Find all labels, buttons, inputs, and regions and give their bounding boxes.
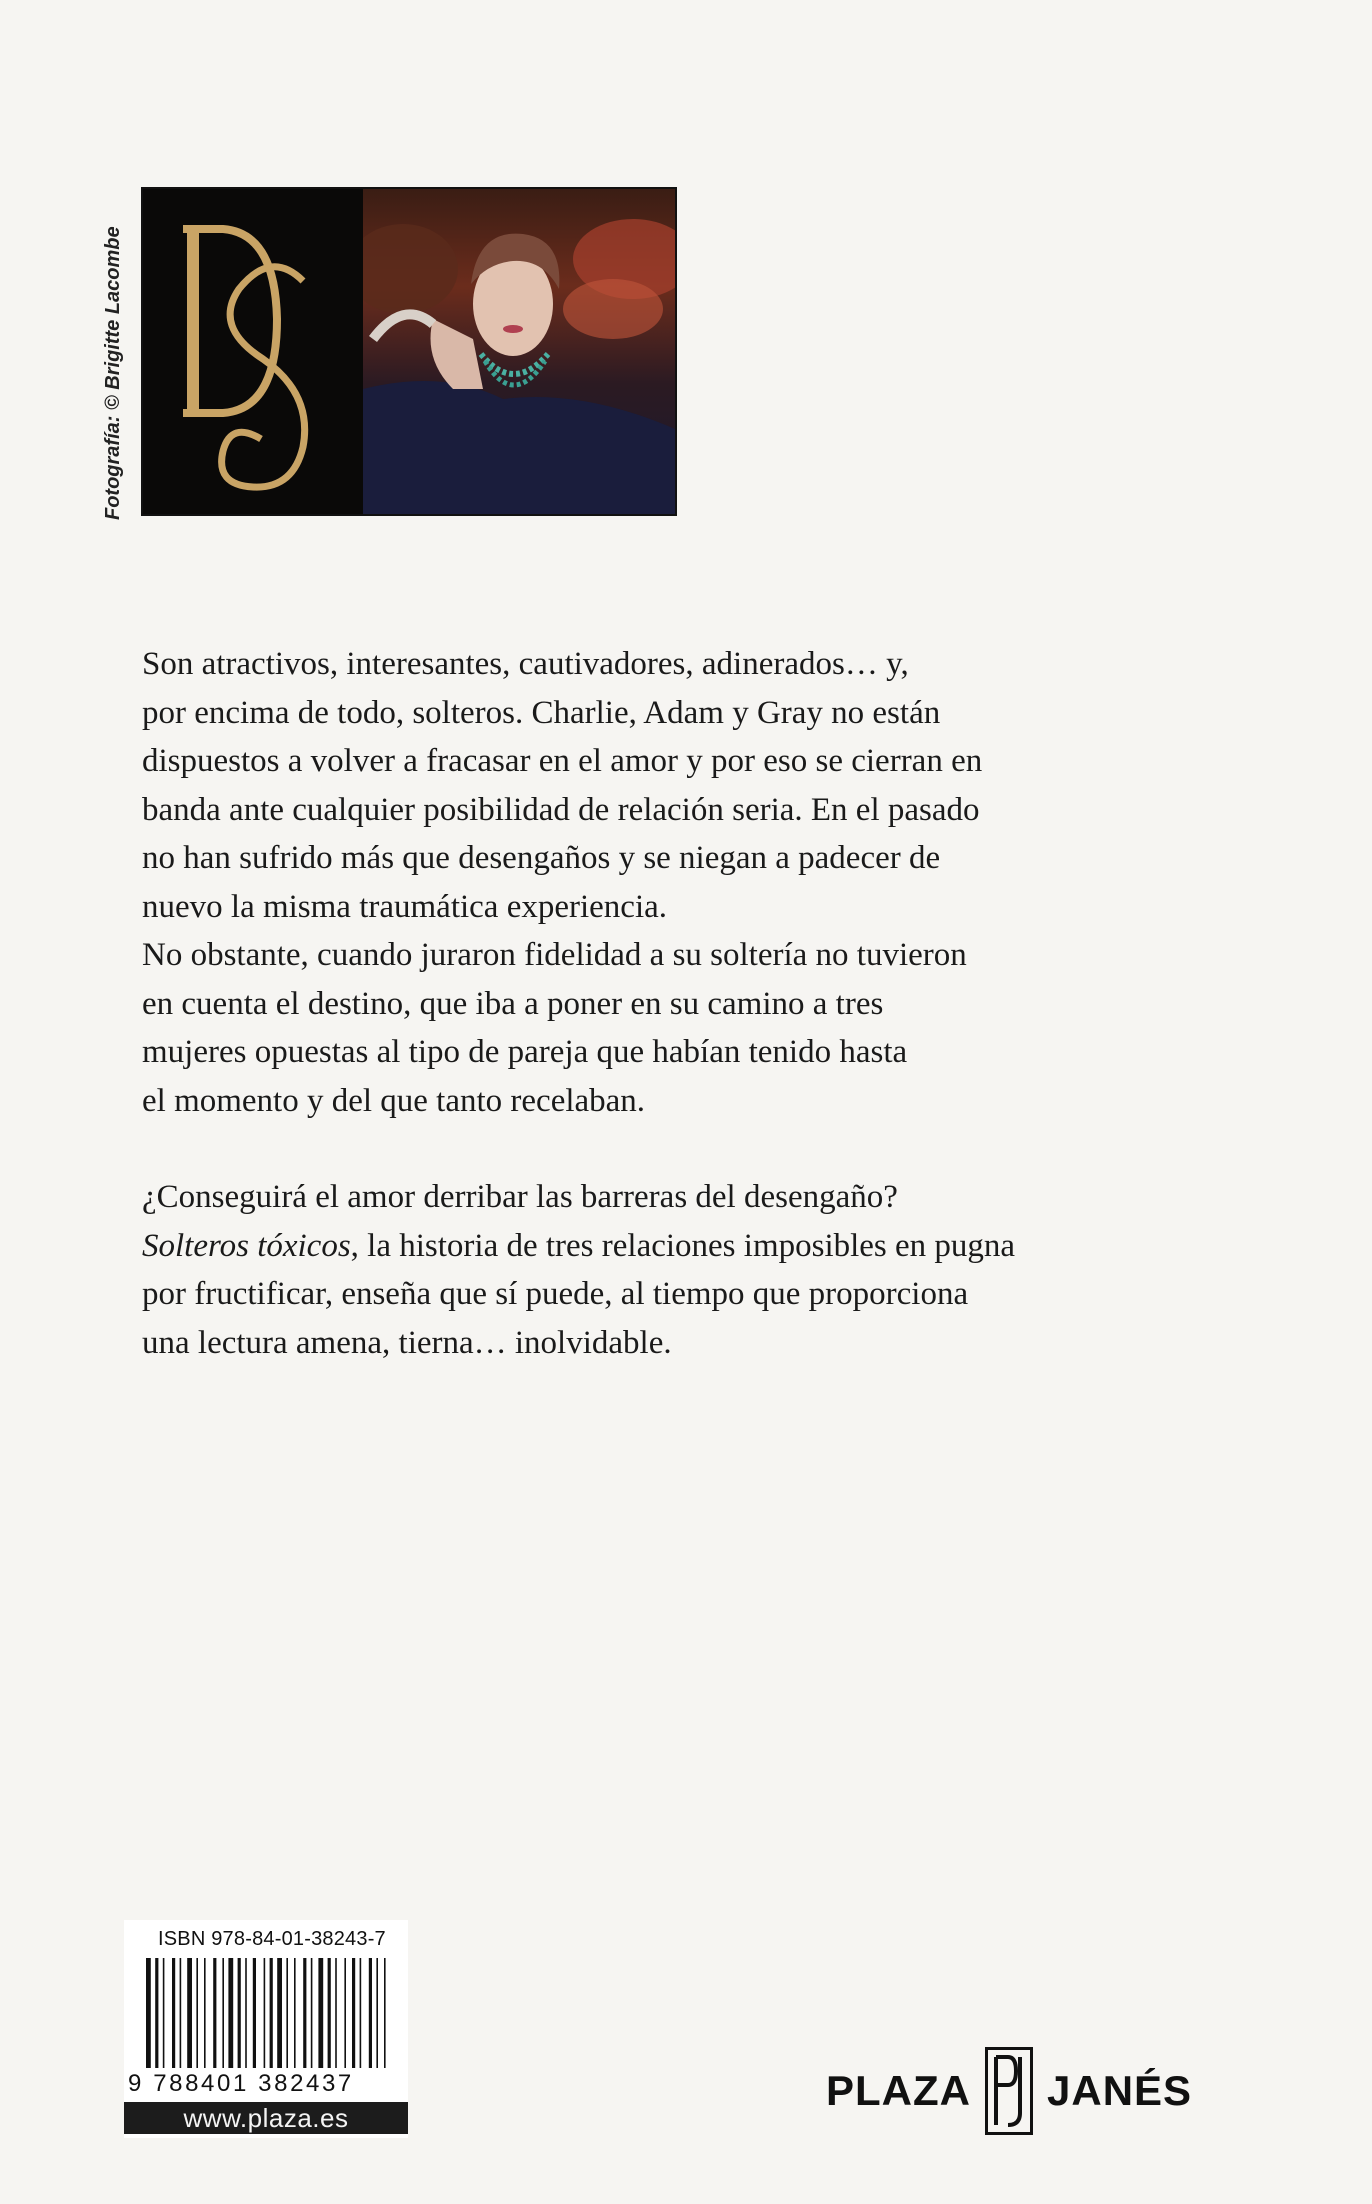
publisher-logo — [826, 2046, 1192, 2136]
barcode-digits: 9 788401 382437 — [128, 2070, 354, 2097]
publisher-website: www.plaza.es — [124, 2102, 408, 2134]
blurb-line: mujeres opuestas al tipo de pareja que habían tenido hasta — [142, 1034, 908, 1070]
blurb-line: nuevo la misma traumática experiencia. — [142, 888, 668, 925]
blurb-question: ¿Conseguirá el amor derribar las barreras del desengaño? — [142, 1179, 898, 1215]
blurb-line: banda ante cualquier posibilidad de relación seria. En el pasado — [142, 791, 980, 828]
blurb-line: dispuestos a volver a fracasar en el amor y por eso se cierran en — [142, 743, 983, 779]
blurb-line: No obstante, cuando juraron fidelidad a su soltería no tuvieron — [142, 937, 967, 973]
blurb-line: no han sufrido más que desengaños y se niegan a padecer de — [142, 840, 941, 876]
isbn-barcode-box — [124, 1920, 408, 2138]
blurb-line: en cuenta el destino, que iba a poner en su camino a tres — [142, 985, 884, 1022]
monogram-ds-graphic — [143, 189, 363, 514]
author-photo-block — [141, 187, 677, 516]
pj-emblem-icon — [992, 2053, 1026, 2129]
barcode-graphic — [124, 1958, 408, 2070]
book-title: Solteros tóxicos — [142, 1227, 351, 1264]
author-monogram — [143, 189, 363, 514]
portrait-graphic — [363, 189, 675, 514]
author-portrait — [363, 189, 675, 514]
blurb-closing-line: una lectura amena, tierna… inolvidable. — [142, 1324, 672, 1361]
publisher-name-left: PLAZA — [826, 2067, 971, 2114]
blurb-closing-line — [142, 1222, 1142, 1271]
blurb-line: Son atractivos, interesantes, cautivadores, adinerados… y, — [142, 646, 909, 682]
blurb-closing-line: por fructificar, enseña que sí puede, al tiempo que proporciona — [142, 1276, 969, 1312]
publisher-pj-emblem — [985, 2047, 1033, 2135]
publisher-name-right: JANÉS — [1047, 2067, 1193, 2114]
blurb-line: por encima de todo, solteros. Charlie, Adam y Gray no están — [142, 694, 941, 731]
blurb-line: el momento y del que tanto recelaban. — [142, 1082, 646, 1119]
back-cover-blurb — [142, 640, 1142, 1367]
closing-rest: , la historia de tres relaciones imposibles en pugna — [350, 1227, 1016, 1264]
isbn-label: ISBN 978-84-01-38243-7 — [158, 1928, 386, 1950]
